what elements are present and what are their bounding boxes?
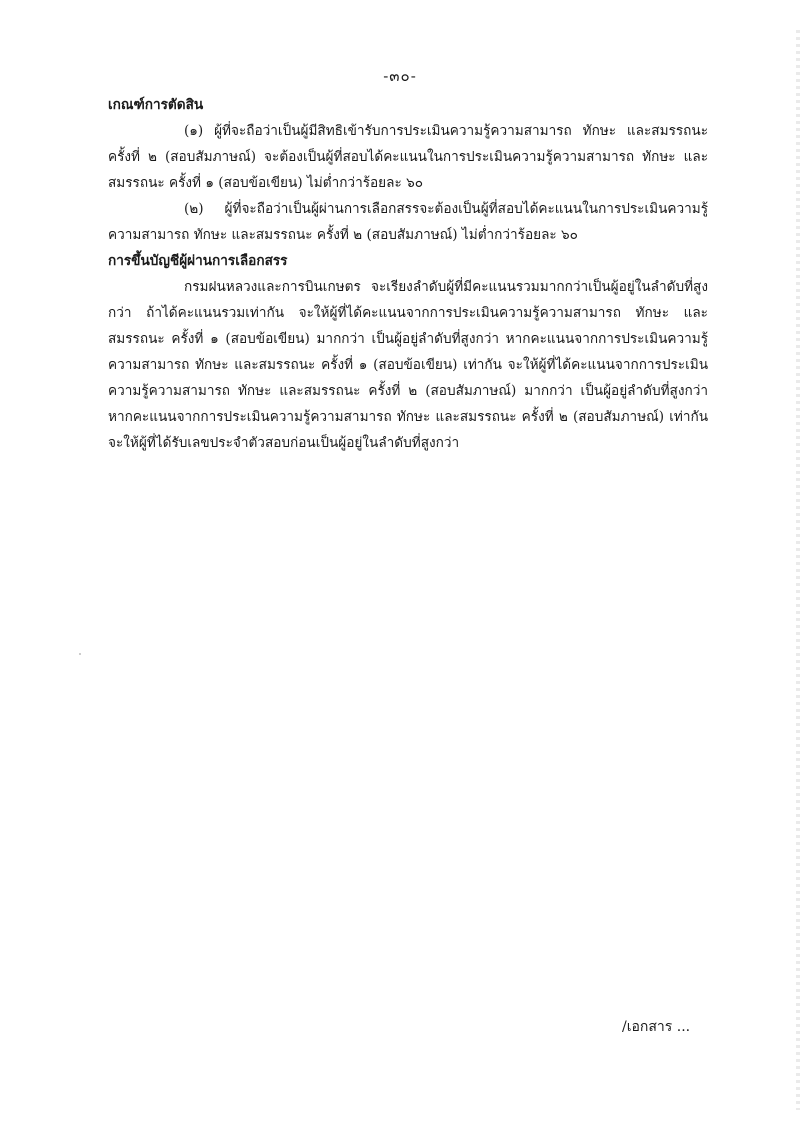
ranking-paragraph: กรมฝนหลวงและการบินเกษตร จะเรียงลำดับผู้ที่มีคะแนนรวมมากกว่าเป็นผู้อยู่ในลำดับที่สูงกว่า ถ้าได้คะแนนรวมเท่ากัน จะให้ผู้ที่ได้คะแนนจากการประเมินความรู้ความสามารถ ทักษะ และสมรรถนะ ครั้งที่ ๑ (สอบข้อเขียน) มากกว่า เป็นผู้อยู่ลำดับที่สูงกว่า หากคะแนนจากการประเมินความรู้ความสามารถ ทักษะ และสมรรถนะ ครั้งที่ ๑ (สอบข้อเขียน) เท่ากัน จะให้ผู้ที่ได้คะแนนจากการประเมินความรู้ความสามารถ ทักษะ และสมรรถนะ ครั้งที่ ๒ (สอบสัมภาษณ์) มากกว่า เป็นผู้อยู่ลำดับที่สูงกว่า หากคะแนนจากการประเมินความรู้ความสามารถ ทักษะ และสมรรถนะ ครั้งที่ ๒ (สอบสัมภาษณ์) เท่ากัน จะให้ผู้ที่ได้รับเลขประจำตัวสอบก่อนเป็นผู้อยู่ในลำดับที่สูงกว่า — [108, 279, 708, 451]
document-body — [108, 92, 708, 456]
section-heading-judging-criteria: เกณฑ์การตัดสิน — [108, 97, 204, 113]
criteria-item-1: (๑) ผู้ที่จะถือว่าเป็นผู้มีสิทธิเข้ารับการประเมินความรู้ความสามารถ ทักษะ และสมรรถนะ ครั้งที่ ๒ (สอบสัมภาษณ์) จะต้องเป็นผู้ที่สอบได้คะแนนในการประเมินความรู้ความสามารถ ทักษะ และสมรรถนะ ครั้งที่ ๑ (สอบข้อเขียน) ไม่ต่ำกว่าร้อยละ ๖๐ — [108, 123, 708, 191]
continuation-marker: /เอกสาร ... — [622, 1019, 691, 1035]
section-heading-ranking-list: การขึ้นบัญชีผู้ผ่านการเลือกสรร — [108, 253, 288, 269]
scan-edge-artifact — [796, 30, 800, 1110]
scan-dot-artifact — [79, 653, 81, 655]
criteria-item-2: (๒) ผู้ที่จะถือว่าเป็นผู้ผ่านการเลือกสรรจะต้องเป็นผู้ที่สอบได้คะแนนในการประเมินความรู้ความสามารถ ทักษะ และสมรรถนะ ครั้งที่ ๒ (สอบสัมภาษณ์) ไม่ต่ำกว่าร้อยละ ๖๐ — [108, 201, 708, 243]
page-number: -๓๐- — [383, 67, 417, 85]
